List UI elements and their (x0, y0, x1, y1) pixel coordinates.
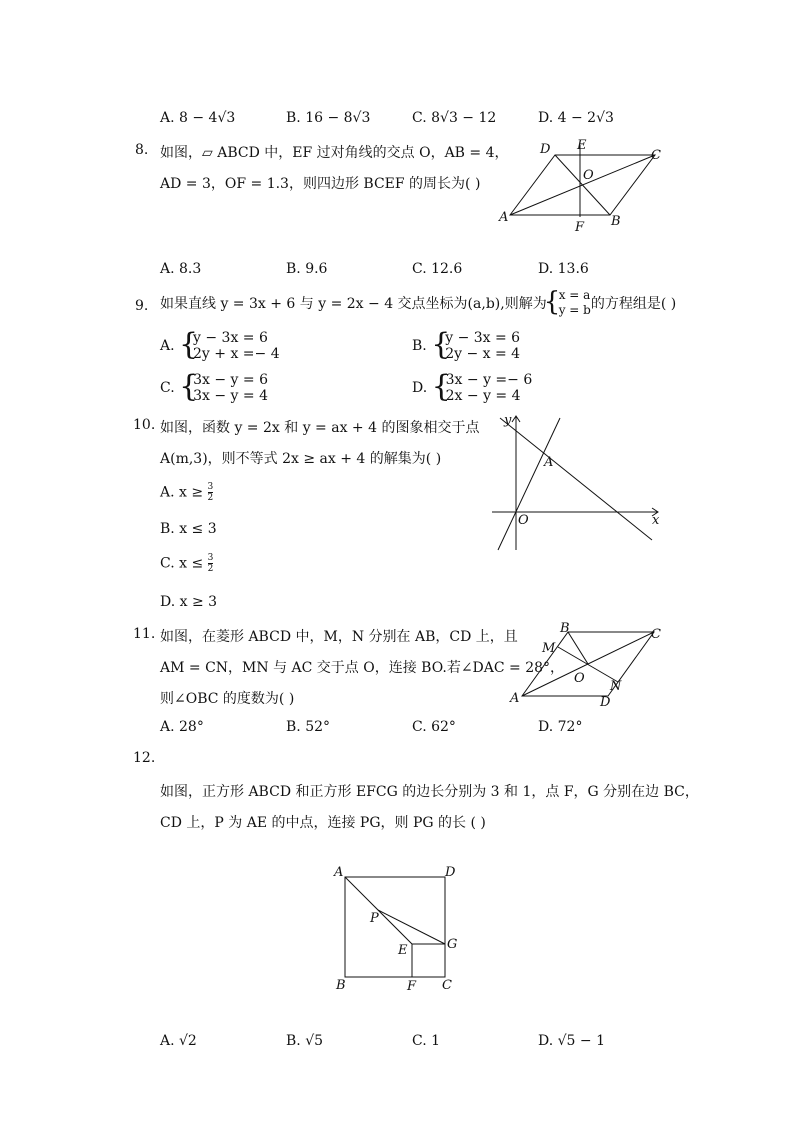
fraction-denominator: 2 (207, 564, 214, 574)
system-line: 3x − y = 6 (193, 372, 269, 388)
question-stem-line: 如图，正方形 ABCD 和正方形 EFCG 的边长分别为 3 和 1，点 F，G 分别在边 BC， (160, 784, 699, 800)
question-stem-line: 如图，函数 y = 2x 和 y = ax + 4 的图象相交于点 (160, 420, 480, 436)
question-stem (160, 288, 676, 318)
fig-label-b: B (560, 621, 570, 636)
q8-option-b: B. 9.6 (286, 261, 328, 277)
system-line: 3x − y = 4 (193, 388, 269, 404)
option-text: A. x ≥ (160, 484, 208, 501)
fig-label-c: C (442, 978, 452, 993)
system-line: y − 3x = 6 (445, 330, 521, 346)
fig-label-b: B (611, 214, 621, 229)
q10-option-c (160, 553, 213, 574)
fig-label-a: A (499, 210, 509, 225)
q10-option-b: B. x ≤ 3 (160, 521, 217, 537)
q8-option-a: A. 8.3 (160, 261, 202, 277)
q9-option-c (160, 369, 269, 404)
question-number: 12. (133, 750, 156, 766)
question-number: 8. (135, 142, 149, 158)
stem-text: 如果直线 y = 3x + 6 与 y = 2x − 4 交点坐标为(a,b),则解为 (160, 296, 547, 312)
fig-label-o: O (574, 671, 585, 686)
fraction-numerator: 3 (207, 482, 214, 492)
fig-label-c: C (651, 148, 661, 163)
q11-option-d: D. 72° (538, 719, 583, 735)
fig-label-b: B (336, 978, 346, 993)
question-number: 9. (135, 298, 149, 314)
question-stem-line: CD 上，P 为 AE 的中点，连接 PG，则 PG 的长 ( ) (160, 815, 486, 831)
option-equation-system: { y − 3x = 6 2y + x =− 4 (179, 327, 280, 362)
stem-equation-system: { x = a y = b (543, 287, 591, 317)
system-line: 2y − x = 4 (445, 346, 521, 362)
q11-option-a: A. 28° (160, 719, 204, 735)
question-number: 11. (133, 626, 156, 642)
fig-label-g: G (447, 937, 458, 952)
q10-option-d: D. x ≥ 3 (160, 594, 218, 610)
q12-option-c: C. 1 (412, 1033, 441, 1049)
system-line: 2x − y = 4 (445, 388, 521, 404)
fig-label-e: E (577, 138, 587, 153)
option-label: B. (412, 338, 427, 354)
q8-option-c: C. 12.6 (412, 261, 463, 277)
fig-label-n: N (610, 679, 622, 694)
system-line: 3x − y =− 6 (445, 372, 533, 388)
system-line: y = b (558, 303, 591, 317)
q11-rhombus-figure (508, 620, 668, 712)
fig-label-d: D (600, 695, 611, 710)
fig-label-m: M (542, 641, 556, 656)
q11-option-b: B. 52° (286, 719, 331, 735)
fig-label-c: C (651, 627, 661, 642)
q11-option-c: C. 62° (412, 719, 456, 735)
fig-label-d: D (445, 865, 456, 880)
system-line: x = a (558, 288, 591, 302)
question-stem-line: AD = 3，OF = 1.3，则四边形 BCEF 的周长为( ) (160, 176, 481, 192)
fig-label-p: P (370, 911, 379, 926)
q9-option-b (412, 327, 521, 362)
q10-option-a (160, 482, 213, 503)
fraction-numerator: 3 (207, 553, 214, 563)
fig-label-a: A (334, 865, 344, 880)
q10-graph-figure (488, 408, 668, 558)
fraction (208, 553, 214, 574)
q9-option-d (412, 369, 533, 404)
q7-option-c: C. 8√3 − 12 (412, 110, 497, 126)
origin-label: O (518, 513, 529, 528)
question-stem-line: 如图，▱ ABCD 中，EF 过对角线的交点 O，AB = 4， (160, 145, 509, 161)
option-text: C. x ≤ (160, 555, 208, 572)
fig-label-o: O (583, 168, 594, 183)
q7-option-b: B. 16 − 8√3 (286, 110, 371, 126)
option-equation-system: { 3x − y = 6 3x − y = 4 (179, 369, 269, 404)
q7-option-d: D. 4 − 2√3 (538, 110, 614, 126)
axis-label-x: x (652, 513, 660, 528)
question-stem-line: A(m,3)，则不等式 2x ≥ ax + 4 的解集为( ) (160, 451, 442, 467)
axis-label-y: y (504, 413, 512, 428)
q12-squares-figure (330, 862, 470, 997)
question-stem-line: 则∠OBC 的度数为( ) (160, 691, 295, 707)
q7-option-a: A. 8 − 4√3 (160, 110, 236, 126)
option-equation-system: { 3x − y =− 6 2x − y = 4 (431, 369, 533, 404)
fig-label-a: A (510, 691, 520, 706)
question-stem-line: 如图，在菱形 ABCD 中，M，N 分别在 AB，CD 上，且 (160, 629, 518, 645)
q8-parallelogram-figure (495, 135, 670, 235)
fig-label-d: D (540, 142, 551, 157)
q9-option-a (160, 327, 280, 362)
point-label-a: A (544, 455, 554, 470)
option-equation-system: { y − 3x = 6 2y − x = 4 (431, 327, 521, 362)
fig-label-f: F (407, 979, 417, 994)
fraction (208, 482, 214, 503)
q8-option-d: D. 13.6 (538, 261, 589, 277)
question-stem-line: AM = CN，MN 与 AC 交于点 O，连接 BO.若∠DAC = 28°， (160, 660, 565, 676)
q12-option-d: D. √5 − 1 (538, 1033, 605, 1049)
q12-option-b: B. √5 (286, 1033, 324, 1049)
option-label: D. (412, 380, 428, 396)
fig-label-e: E (398, 943, 408, 958)
option-label: C. (160, 380, 175, 396)
system-line: y − 3x = 6 (193, 330, 268, 346)
system-line: 2y + x =− 4 (193, 346, 280, 362)
stem-text: 的方程组是( ) (590, 296, 677, 312)
fraction-denominator: 2 (207, 493, 214, 503)
fig-label-f: F (575, 220, 585, 235)
question-number: 10. (133, 417, 156, 433)
option-label: A. (160, 338, 175, 354)
q12-option-a: A. √2 (160, 1033, 197, 1049)
